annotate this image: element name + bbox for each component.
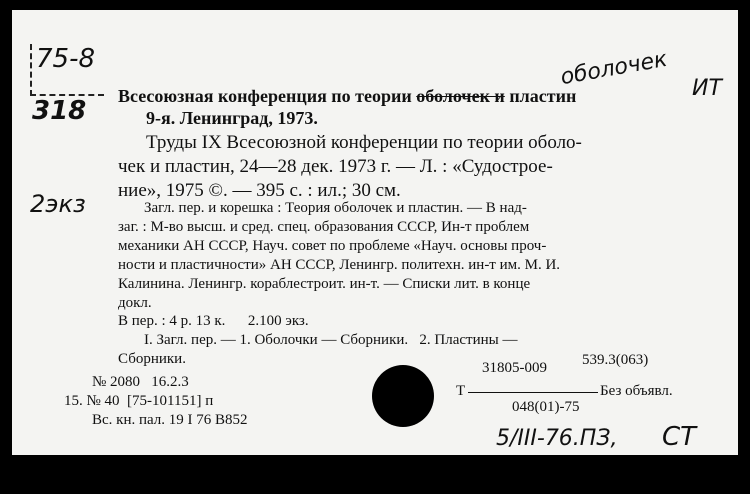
body-line-1: Труды IX Всесоюзной конференции по теории оболо- — [146, 132, 582, 153]
note-line-1: Загл. пер. и корешка : Теория оболочек и пластин. — В над- — [144, 200, 527, 216]
heading-struck: оболочек и — [416, 86, 505, 106]
note-line-2: заг. : М-во высш. и сред. спец. образования СССР, Ин-т проблем — [118, 219, 530, 235]
note-line-3: механики АН СССР, Науч. совет по проблеме «Науч. основы проч- — [118, 238, 547, 254]
fraction-line — [468, 392, 598, 393]
bottom-stamp: 5/III-76.ПЗ, — [496, 426, 618, 451]
body-line-2: чек и пластин, 24—28 дек. 1973 г. — Л. : «Судострое- — [118, 156, 553, 177]
footer-left-line-1: № 2080 16.2.3 — [92, 374, 189, 390]
heading-main: Всесоюзная конференция по теории — [118, 86, 412, 106]
copies-note: 2экз — [30, 190, 86, 218]
card-punch-hole — [372, 365, 434, 427]
tracings-line-1: I. Загл. пер. — 1. Оболочки — Сборники. 2. Пластины — — [144, 332, 518, 348]
t-prefix: Т — [456, 383, 466, 399]
heading-line-2: 9-я. Ленинград, 1973. — [146, 108, 318, 128]
note-line-4: ности и пластичности» АН СССР, Ленингр. политехн. ин-т им. М. И. — [118, 257, 561, 273]
body-line-3: ние», 1975 ©. — 395 с. : ил.; 30 см. — [118, 180, 401, 201]
call-number-top: 75-8 — [36, 44, 96, 74]
footer-left-line-2: 15. № 40 [75-101151] п — [64, 393, 214, 409]
footer-left-line-3: Вс. кн. пал. 19 I 76 В852 — [92, 412, 248, 428]
margin-right-note: ИТ — [692, 76, 722, 101]
heading-line-1 — [118, 86, 576, 107]
call-number-bottom: 318 — [32, 96, 87, 126]
code-top: 31805-009 — [482, 360, 547, 376]
classification-code: 539.3(063) — [582, 352, 649, 368]
bottom-right-note: СТ — [662, 422, 697, 452]
tracings-line-2: Сборники. — [118, 351, 186, 367]
heading-tail: пластин — [509, 86, 577, 106]
note-line-6: докл. — [118, 295, 152, 311]
margin-correction: оболочек — [558, 46, 670, 91]
catalog-card — [12, 10, 738, 455]
note-line-5: Калинина. Ленингр. кораблестроит. ин-т. — Списки лит. в конце — [118, 276, 531, 292]
without-notice: Без объявл. — [600, 383, 673, 399]
code-bottom: 048(01)-75 — [512, 399, 580, 415]
price-line: В пер. : 4 р. 13 к. 2.100 экз. — [118, 313, 309, 329]
